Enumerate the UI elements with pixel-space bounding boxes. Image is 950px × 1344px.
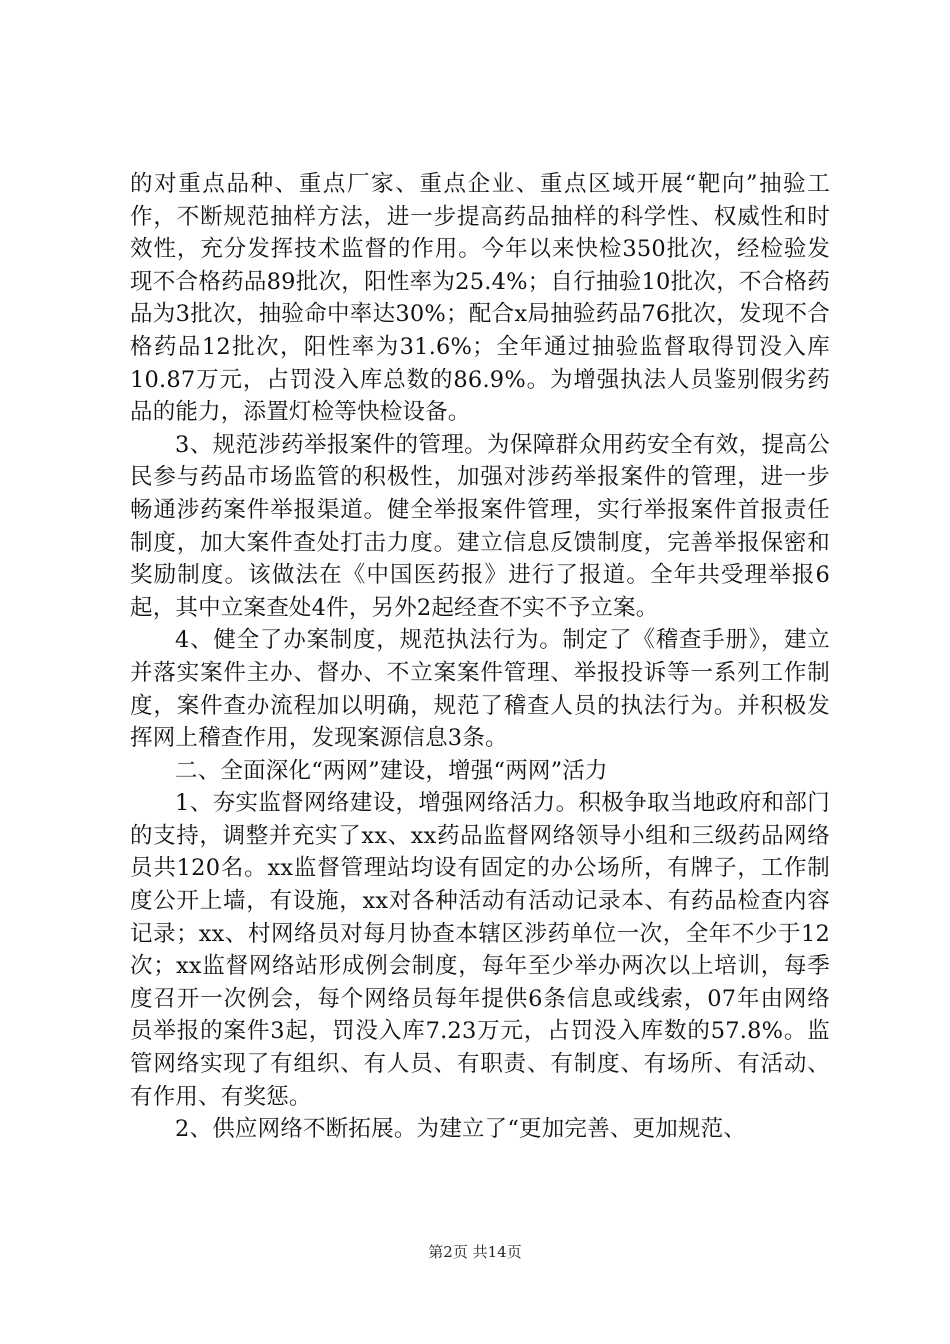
- paragraph-quick-test-results: 的对重点品种、重点厂家、重点企业、重点区域开展“靶向”抽验工作，不断规范抽样方法，进一步提高药品抽样的科学性、权威性和时效性，充分发挥技术监督的作用。今年以来快检350批次，经检验发现不合格药品89批次，阳性率为25.4%；自行抽验10批次，不合格药品为3批次，抽验命中率达30%；配合x局抽验药品76批次，发现不合格药品12批次，阳性率为31.6%；全年通过抽验监督取得罚没入库10.87万元，占罚没入库总数的86.9%。为增强执法人员鉴别假劣药品的能力，添置灯检等快检设备。: [130, 171, 830, 426]
- paragraph-case-handling-system: 4、健全了办案制度，规范执法行为。制定了《稽查手册》，建立并落实案件主办、督办、不立案案件管理、举报投诉等一系列工作制度，案件查办流程加以明确，规范了稽查人员的执法行为。并积极发挥网上稽查作用，发现案源信息3条。: [130, 627, 830, 752]
- page-footer: [0, 1242, 950, 1262]
- paragraph-report-case-management: 3、规范涉药举报案件的管理。为保障群众用药安全有效，提高公民参与药品市场监管的积极性，加强对涉药举报案件的管理，进一步畅通涉药案件举报渠道。健全举报案件管理，实行举报案件首报责任制度，加大案件查处打击力度。建立信息反馈制度，完善举报保密和奖励制度。该做法在《中国医药报》进行了报道。全年共受理举报6起，其中立案查处4件，另外2起经查不实不予立案。: [130, 431, 830, 621]
- paragraph-supply-network: 2、供应网络不断拓展。为建立了“更加完善、更加规范、: [175, 1116, 747, 1143]
- body-text: [130, 168, 830, 1146]
- paragraph-supervision-network: 1、夯实监督网络建设，增强网络活力。积极争取当地政府和部门的支持，调整并充实了xx、xx药品监督网络领导小组和三级药品网络员共120名。xx监督管理站均设有固定的办公场所，有牌子，工作制度公开上墙，有设施，xx对各种活动有活动记录本、有药品检查内容记录；xx、村网络员对每月协查本辖区涉药单位一次，全年不少于12次；xx监督网络站形成例会制度，每年至少举办两次以上培训，每季度召开一次例会，每个网络员每年提供6条信息或线索，07年由网络员举报的案件3起，罚没入库7.23万元，占罚没入库数的57.8%。监管网络实现了有组织、有人员、有职责、有制度、有场所、有活动、有作用、有奖惩。: [130, 790, 830, 1110]
- page-number-label: 第2页 共14页: [428, 1243, 522, 1261]
- section-heading-two-networks: 二、全面深化“两网”建设，增强“两网”活力: [175, 757, 608, 784]
